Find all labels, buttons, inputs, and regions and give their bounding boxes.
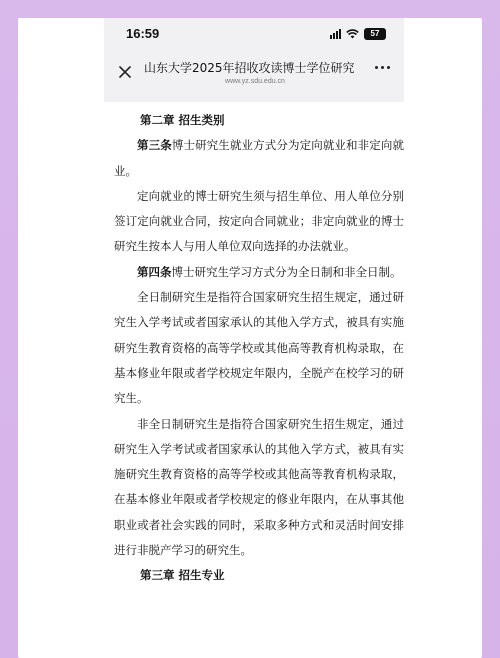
status-time: 16:59 <box>126 26 160 41</box>
phone-screen <box>18 18 482 658</box>
wifi-icon <box>346 29 359 39</box>
article-text: 博士研究生学习方式分为全日制和非全日制。 <box>171 264 402 279</box>
page-title: 山东大学2025年招收攻读博士学位研究 <box>144 61 355 75</box>
battery-icon: 57 <box>364 28 386 40</box>
paragraph: 定向就业的博士研究生须与招生单位、用人单位分别签订定向就业合同，按定向合同就业；非定向就业的博士研究生按本人与用人单位双向选择的办法就业。 <box>114 188 404 254</box>
browser-header <box>104 18 404 102</box>
status-bar <box>104 18 404 50</box>
nav-bar <box>104 52 404 98</box>
paragraph: 全日制研究生是指符合国家研究生招生规定，通过研究生入学考试或者国家承认的其他入学方式，被具有实施研究生教育资格的高等学校或其他高等教育机构录取，在基本修业年限或者学校规定年限内，全脱产在校学习的研究生。 <box>114 290 404 406</box>
article-text: 博士研究生就业方式分为定向就业和非定向就业。 <box>114 138 405 178</box>
more-icon[interactable] <box>375 66 390 69</box>
article-label: 第四条 <box>137 264 172 279</box>
page-url: www.yz.sdu.edu.cn <box>225 78 285 85</box>
status-icons <box>330 28 386 40</box>
close-icon[interactable] <box>116 63 134 81</box>
article-label: 第三条 <box>137 138 172 153</box>
article-paragraph <box>114 260 404 285</box>
paragraph: 非全日制研究生是指符合国家研究生招生规定，通过研究生入学考试或者国家承认的其他入学方式，被具有实施研究生教育资格的高等学校或其他高等教育机构录取，在基本修业年限或者学校规定的修业年限内，在从事其他职业或者社会实践的同时，采取多种方式和灵活时间安排进行非脱产学习的研究生。 <box>114 416 404 558</box>
document-content <box>114 108 404 589</box>
chapter-heading: 第二章 招生类别 <box>140 113 225 127</box>
signal-icon <box>330 29 341 39</box>
chapter-heading: 第三章 招生专业 <box>140 568 225 583</box>
article-paragraph <box>114 133 404 184</box>
